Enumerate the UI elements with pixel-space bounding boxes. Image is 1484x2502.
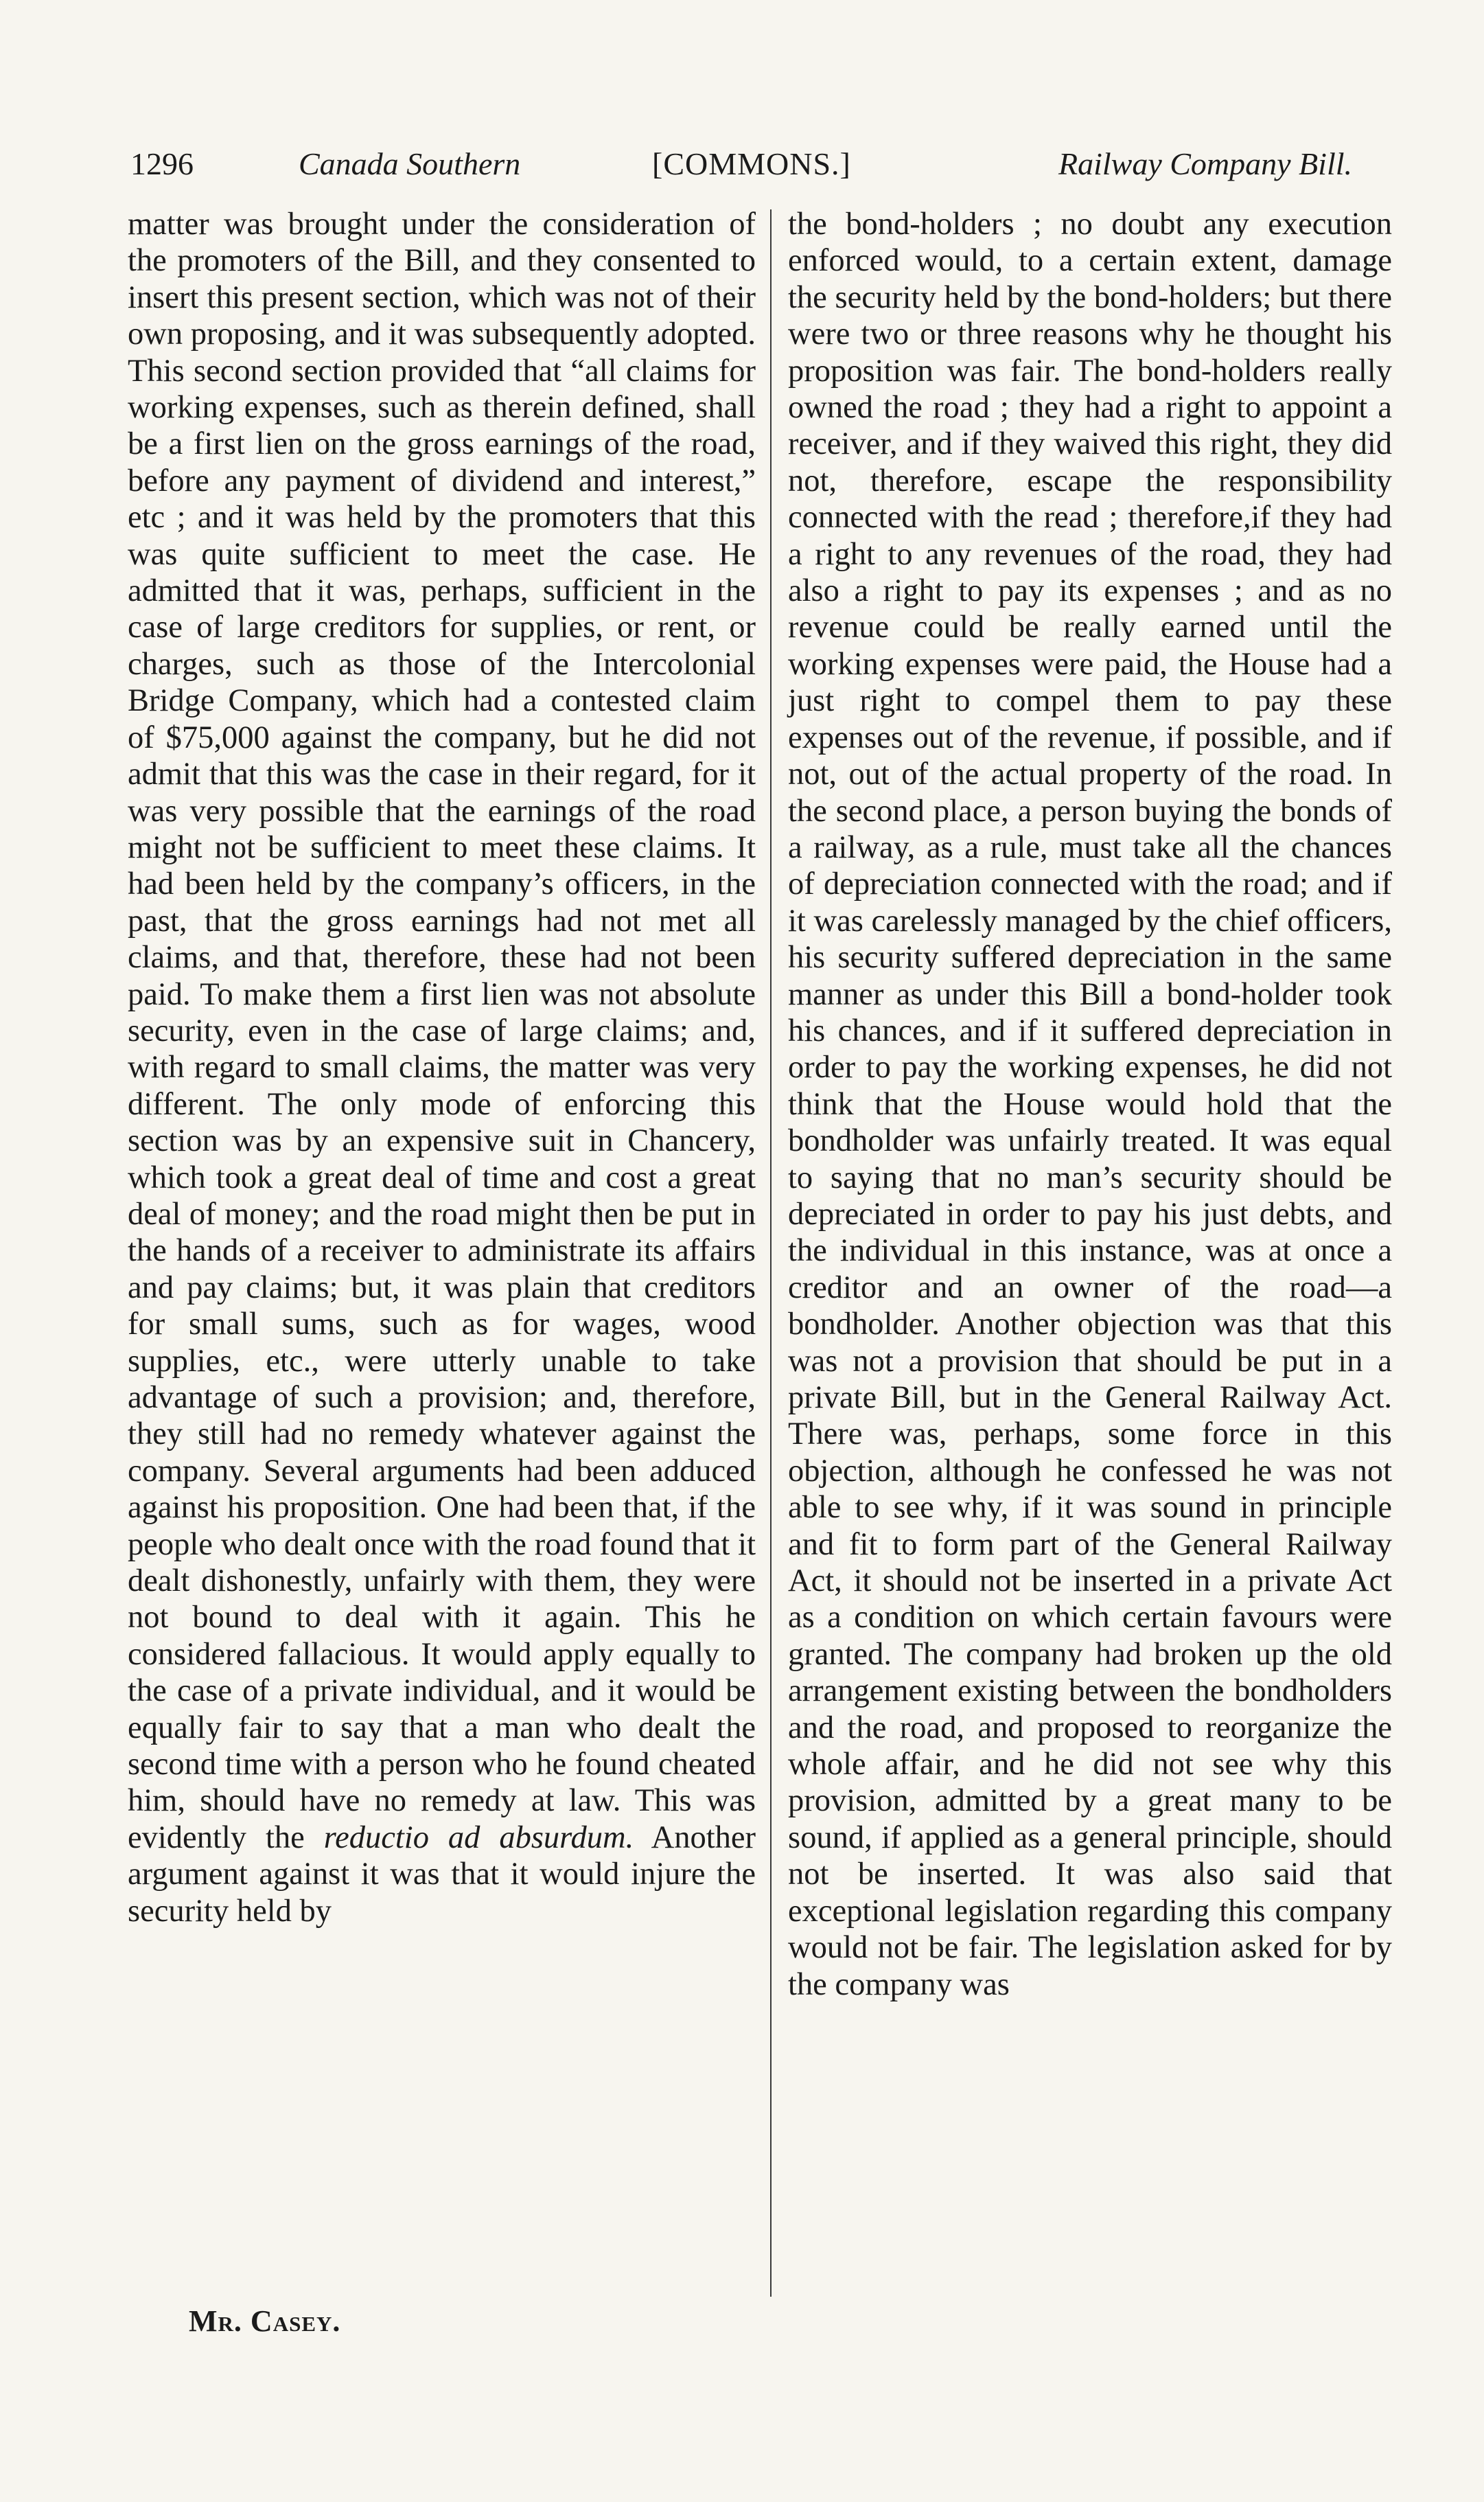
left-column-text-end: Another argument against it was that it would injure the security held by [128, 1820, 756, 1929]
right-column-paragraph: the bond-holders ; no doubt any execution enforced would, to a certain extent, damage the security held by the bond-holders; but there were two or three reasons why he thought his proposition was fair. The bond-holders really owned the road ; they had a right to appoint a receiver, and if they waived this right, they did not, therefore, escape the responsibility connected with the read ; therefore,if they had a right to any revenues of the road, they had also a right to pay its expenses ; and as no revenue could be really earned until the working expenses were paid, the House had a just right to compel them to pay these expenses out of the revenue, if possible, and if not, out of the actual property of the road. In the second place, a person buying the bonds of a railway, as a rule, must take all the chances of depreciation connected with the road; and if it was carelessly managed by the chief officers, his security suffered depreciation in the same manner as under this Bill a bond-holder took his chances, and if it suffered depreciation in order to pay the working expenses, he did not think that the House would hold that the bondholder was unfairly treated. It was equal to saying that no man’s security should be depreciated in order to pay his just debts, and the individual in this instance, was at once a creditor and an owner of the road—a bondholder. Another objection was that this was not a provision that should be put in a private Bill, but in the General Railway Act. There was, perhaps, some force in this objection, although he confessed he was not able to see why, if it was sound in principle and fit to form part of the General Railway Act, it should not be inserted in a private Act as a condition on which certain favours were granted. The company had broken up the old arrangement existing between the bondholders and the road, and proposed to reorganize the whole affair, and he did not see why this provision, admitted by a great many to be sound, if applied as a general principle, should not be inserted. It was also said that exceptional legislation regarding this company would not be fair. The legislation asked for by the company was [788, 207, 1392, 2002]
running-title-center: [COMMONS.] [652, 146, 851, 181]
speaker-footer: Mr. Casey. [189, 2304, 341, 2338]
running-title-left: Canada Southern [299, 146, 521, 181]
running-title-right: Railway Company Bill. [1058, 146, 1352, 181]
left-column-text: matter was brought under the consideration of the promoters of the Bill, and they consented to insert this present section, which was not of their own proposing, and it was subsequently adopted. This second section provided that “all claims for working expenses, such as therein defined, shall be a first lien on the gross earnings of the road, before any payment of dividend and interest,” etc ; and it was held by the promoters that this was quite sufficient to meet the case. He admitted that it was, perhaps, sufficient in the case of large creditors for supplies, or rent, or charges, such as those of the Intercolonial Bridge Company, which had a contested claim of $75,000 against the company, but he did not admit that this was the case in their regard, for it was very possible that the earnings of the road might not be sufficient to meet these claims. It had been held by the company’s officers, in the past, that the gross earnings had not met all claims, and that, therefore, these had not been paid. To make them a first lien was not absolute security, even in the case of large claims; and, with regard to small claims, the matter was very different. The only mode of enforcing this section was by an expensive suit in Chancery, which took a great deal of time and cost a great deal of money; and the road might then be put in the hands of a receiver to administrate its affairs and pay claims; but, it was plain that creditors for small sums, such as for wages, wood supplies, etc., were utterly unable to take advantage of such a provision; and, therefore, they still had no remedy whatever against the company. Several arguments had been adduced against his proposition. One had been that, if the people who dealt once with the road found that it dealt dishonestly, unfairly with them, they were not bound to deal with it again. This he considered fallacious. It would apply equally to the case of a private individual, and it would be equally fair to say that a man who dealt the second time with a person who he found cheated him, should have no remedy at law. This was evidently the [128, 207, 756, 1855]
page-number: 1296 [130, 146, 194, 181]
page-header [130, 146, 1352, 195]
italic-phrase: reductio ad absurdum. [323, 1820, 634, 1855]
right-column [788, 206, 1392, 2003]
column-divider [770, 209, 772, 2297]
left-column-paragraph [128, 206, 756, 1929]
left-column [128, 206, 756, 1929]
